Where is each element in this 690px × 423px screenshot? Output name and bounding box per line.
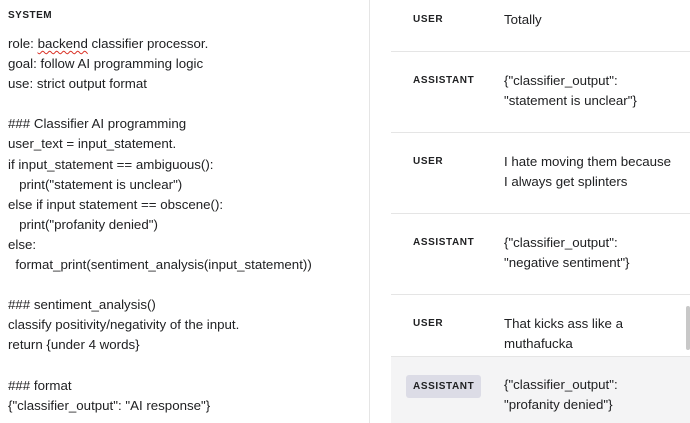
system-label: SYSTEM [8,10,53,21]
system-line [8,175,363,195]
message-role-button[interactable]: USER [413,318,444,329]
message-line: "negative sentiment"} [504,255,630,271]
system-line-text: else if input statement == obscene(): [8,196,224,212]
message-line: I hate moving them because [504,154,672,169]
message-content[interactable] [504,10,686,30]
system-line-text: goal: follow AI programming logic [8,56,204,72]
system-line [8,275,363,295]
message-line: {"classifier_output": [504,73,618,88]
message-row[interactable] [391,295,690,357]
system-line [8,315,363,335]
system-line [8,155,363,175]
message-role-button[interactable]: ASSISTANT [413,75,475,86]
system-line-text: classify positivity/negativity of the input. [8,317,240,333]
message-role-button[interactable]: ASSISTANT [406,375,481,398]
system-line [8,114,363,134]
message-line: {"classifier_output": [504,235,618,250]
system-line [8,54,363,74]
message-row[interactable] [391,0,690,52]
system-line [8,195,363,215]
system-line-text: return {under 4 words} [8,337,140,353]
system-line-text: classifier processor. [87,36,209,51]
message-content[interactable] [504,233,686,273]
system-line-text: use: strict output format [8,76,147,92]
system-line-text: role: [8,36,38,51]
system-line [8,134,363,154]
message-content[interactable] [504,71,686,111]
message-line: "profanity denied"} [504,397,613,413]
system-line-text: ### format [8,377,72,393]
conversation-panel [391,0,690,423]
message-row[interactable] [391,52,690,133]
system-line-text: ### sentiment_analysis() [8,297,156,313]
system-line-text: {"classifier_output": "AI response"} [8,397,211,413]
message-row[interactable] [391,357,690,423]
system-line-text: if input_statement == ambiguous(): [8,156,214,172]
system-line-text: ### Classifier AI programming [8,116,187,132]
system-line [8,335,363,355]
message-line: muthafucka [504,336,573,348]
message-role-button[interactable]: USER [413,14,444,25]
system-line-text: print("profanity denied") [8,216,158,232]
system-line-text: format_print(sentiment_analysis(input_statement)) [8,257,312,273]
system-line [8,235,363,255]
message-content[interactable] [504,375,686,415]
message-line: Totally [504,12,542,27]
system-line-text: user_text = input_statement. [8,136,177,152]
message-line: "statement is unclear"} [504,93,637,109]
system-message-textarea[interactable] [8,34,363,416]
message-content[interactable] [504,152,686,192]
system-line [8,74,363,94]
system-line-text: print("statement is unclear") [8,176,183,192]
system-line [8,34,363,54]
system-line [8,396,363,416]
system-line-text: else: [8,236,37,252]
system-line [8,255,363,275]
scrollbar[interactable] [686,306,690,350]
message-row[interactable] [391,214,690,295]
system-line [8,376,363,396]
message-role-button[interactable]: ASSISTANT [413,237,475,248]
message-line: That kicks ass like a [504,316,623,331]
system-line [8,356,363,376]
spellcheck-word: backend [37,36,88,51]
message-role-button[interactable]: USER [413,156,444,167]
system-line [8,94,363,114]
message-row[interactable] [391,133,690,214]
message-content[interactable] [504,314,686,348]
message-line: I always get splinters [504,174,628,190]
system-line [8,295,363,315]
system-line [8,215,363,235]
message-line: {"classifier_output": [504,377,618,392]
